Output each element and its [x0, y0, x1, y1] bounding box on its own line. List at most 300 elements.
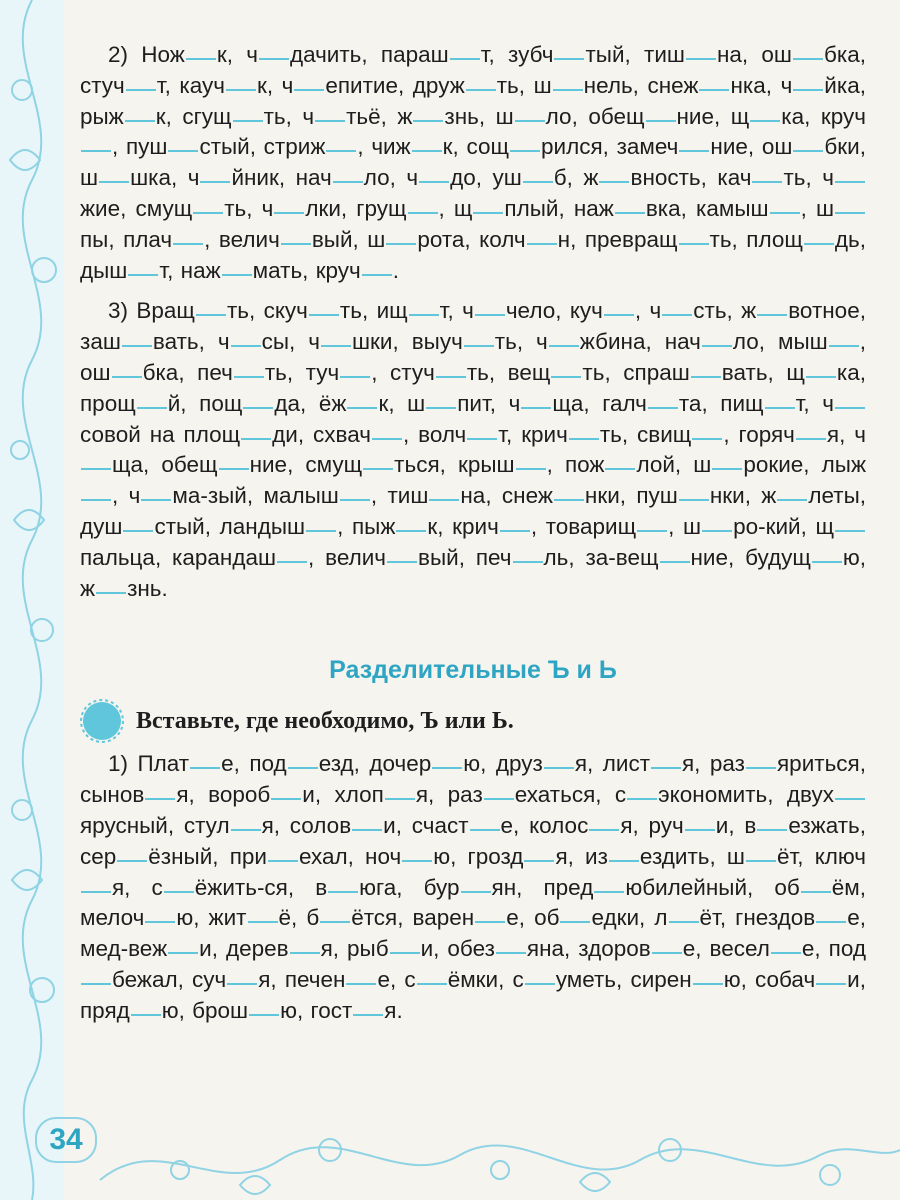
- blank-field[interactable]: [126, 88, 156, 91]
- blank-field[interactable]: [306, 529, 336, 532]
- blank-field[interactable]: [412, 149, 442, 152]
- blank-field[interactable]: [812, 560, 842, 563]
- blank-field[interactable]: [796, 437, 826, 440]
- blank-field[interactable]: [560, 920, 590, 923]
- blank-field[interactable]: [765, 406, 795, 409]
- text-fragment: рота, колч: [417, 226, 526, 252]
- blank-field[interactable]: [829, 344, 859, 347]
- blank-field[interactable]: [793, 57, 823, 60]
- blank-field[interactable]: [432, 766, 462, 769]
- blank-field[interactable]: [145, 920, 175, 923]
- text-fragment: леты, душ: [80, 483, 866, 539]
- blank-field[interactable]: [467, 437, 497, 440]
- floral-border-left: [0, 0, 64, 1200]
- blank-field[interactable]: [417, 982, 447, 985]
- text-fragment: юбилейный, об: [625, 874, 800, 900]
- blank-field[interactable]: [243, 406, 273, 409]
- exercise-number: 3): [108, 298, 129, 324]
- blank-field[interactable]: [96, 591, 126, 594]
- text-fragment: жие, смущ: [80, 195, 193, 221]
- exercise-number: 1): [108, 751, 129, 777]
- blank-field[interactable]: [500, 529, 530, 532]
- text-fragment: ё, б: [278, 905, 320, 931]
- text-fragment: , пож: [546, 452, 605, 478]
- blank-field[interactable]: [615, 211, 645, 214]
- blank-field[interactable]: [551, 375, 581, 378]
- text-fragment: Плат: [137, 751, 190, 777]
- blank-field[interactable]: [219, 467, 249, 470]
- blank-field[interactable]: [806, 375, 836, 378]
- blank-field[interactable]: [686, 57, 716, 60]
- blank-field[interactable]: [599, 180, 629, 183]
- text-fragment: я, рыб: [320, 936, 389, 962]
- text-fragment: т, крич: [498, 421, 568, 447]
- text-fragment: ть, ч: [783, 165, 834, 191]
- text-fragment: знь, ш: [444, 103, 514, 129]
- blank-field[interactable]: [692, 437, 722, 440]
- blank-field[interactable]: [699, 88, 729, 91]
- text-fragment: бежал, суч: [112, 966, 227, 992]
- text-fragment: н, превращ: [557, 226, 678, 252]
- blank-field[interactable]: [470, 828, 500, 831]
- text-fragment: я, из: [555, 843, 608, 869]
- blank-field[interactable]: [691, 375, 721, 378]
- text-fragment: стый, ландыш: [154, 513, 306, 539]
- blank-field[interactable]: [835, 406, 865, 409]
- blank-field[interactable]: [770, 211, 800, 214]
- text-fragment: ть, вещ: [466, 359, 551, 385]
- blank-field[interactable]: [271, 797, 301, 800]
- text-fragment: , велич: [308, 544, 387, 570]
- blank-field[interactable]: [196, 313, 226, 316]
- text-fragment: ть, ш: [496, 72, 552, 98]
- text-fragment: ль, за-вещ: [543, 544, 659, 570]
- text-fragment: бка, стуч: [80, 42, 866, 98]
- text-fragment: т, наж: [159, 257, 221, 283]
- text-fragment: едки, л: [591, 905, 668, 931]
- text-fragment: плый, наж: [504, 195, 614, 221]
- text-fragment: шки, выуч: [352, 329, 463, 355]
- text-fragment: и, счаст: [383, 812, 469, 838]
- blank-field[interactable]: [527, 242, 557, 245]
- blank-field[interactable]: [544, 766, 574, 769]
- blank-field[interactable]: [746, 766, 776, 769]
- text-fragment: ть, ч: [494, 329, 548, 355]
- blank-field[interactable]: [604, 313, 634, 316]
- blank-field[interactable]: [128, 273, 158, 276]
- blank-field[interactable]: [277, 560, 307, 563]
- text-fragment: ть, скуч: [226, 298, 308, 324]
- blank-field[interactable]: [141, 498, 171, 501]
- blank-field[interactable]: [409, 313, 439, 316]
- blank-field[interactable]: [816, 982, 846, 985]
- text-fragment: ть, ч: [224, 195, 274, 221]
- blank-field[interactable]: [669, 920, 699, 923]
- text-fragment: нка, ч: [730, 72, 793, 98]
- blank-field[interactable]: [81, 149, 111, 152]
- text-fragment: сть, ж: [693, 298, 757, 324]
- text-fragment: ёт, ключ: [776, 843, 867, 869]
- text-fragment: ярусный, стул: [80, 812, 230, 838]
- blank-field[interactable]: [835, 529, 865, 532]
- blank-field[interactable]: [801, 890, 831, 893]
- blank-field[interactable]: [793, 88, 823, 91]
- text-fragment: к, ч: [216, 42, 258, 67]
- text-fragment: , ош: [80, 329, 866, 385]
- text-fragment: Нож: [141, 42, 185, 67]
- text-fragment: , тиш: [370, 483, 429, 509]
- blank-field[interactable]: [288, 766, 318, 769]
- blank-field[interactable]: [222, 273, 252, 276]
- blank-field[interactable]: [660, 560, 690, 563]
- blank-field[interactable]: [746, 859, 776, 862]
- section-title: Разделительные Ъ и Ь: [329, 656, 617, 685]
- blank-field[interactable]: [340, 498, 370, 501]
- blank-field[interactable]: [333, 180, 363, 183]
- text-fragment: вать, щ: [721, 359, 805, 385]
- blank-field[interactable]: [362, 273, 392, 276]
- text-fragment: экономить, двух: [658, 782, 834, 808]
- text-fragment: шка, ч: [130, 165, 200, 191]
- page-content: [80, 40, 866, 1027]
- text-fragment: ться, крыш: [394, 452, 515, 478]
- blank-field[interactable]: [168, 149, 198, 152]
- blank-field[interactable]: [461, 890, 491, 893]
- blank-field[interactable]: [804, 242, 834, 245]
- text-fragment: к, сощ: [442, 134, 509, 160]
- blank-field[interactable]: [750, 119, 780, 122]
- text-fragment: ёзный, при: [148, 843, 267, 869]
- blank-field[interactable]: [693, 982, 723, 985]
- blank-field[interactable]: [248, 920, 278, 923]
- text-fragment: , пыж: [337, 513, 396, 539]
- text-fragment: и, пряд: [80, 966, 866, 1023]
- blank-field[interactable]: [413, 119, 443, 122]
- blank-field[interactable]: [294, 88, 324, 91]
- text-fragment: та, пищ: [678, 390, 764, 416]
- text-fragment: , щ: [438, 195, 473, 221]
- blank-field[interactable]: [320, 920, 350, 923]
- blank-field[interactable]: [702, 529, 732, 532]
- blank-field[interactable]: [464, 344, 494, 347]
- blank-field[interactable]: [516, 467, 546, 470]
- blank-field[interactable]: [648, 406, 678, 409]
- text-fragment: ние, смущ: [249, 452, 363, 478]
- blank-field[interactable]: [81, 982, 111, 985]
- blank-field[interactable]: [328, 890, 358, 893]
- blank-field[interactable]: [227, 982, 257, 985]
- text-fragment: , стуч: [371, 359, 435, 385]
- text-fragment: ёжить-ся, в: [194, 874, 328, 900]
- blank-field[interactable]: [473, 211, 503, 214]
- text-fragment: пальца, карандаш: [80, 544, 277, 570]
- text-fragment: совой на площ: [80, 421, 241, 447]
- text-fragment: ка, прощ: [80, 359, 866, 416]
- exercise-2-body: [80, 42, 866, 283]
- blank-field[interactable]: [523, 180, 553, 183]
- blank-field[interactable]: [352, 828, 382, 831]
- text-fragment: ехал, ноч: [298, 843, 402, 869]
- text-fragment: ю, грозд: [433, 843, 524, 869]
- text-fragment: т, кауч: [156, 72, 225, 98]
- blank-field[interactable]: [510, 149, 540, 152]
- floral-border-bottom: [0, 1070, 900, 1200]
- text-fragment: я, с: [112, 874, 163, 900]
- text-fragment: к, ч: [256, 72, 294, 98]
- blank-field[interactable]: [835, 211, 865, 214]
- exercise-3-text: [80, 296, 866, 604]
- blank-field[interactable]: [524, 859, 554, 862]
- blank-field[interactable]: [662, 313, 692, 316]
- text-fragment: Вращ: [136, 298, 195, 324]
- blank-field[interactable]: [816, 920, 846, 923]
- blank-field[interactable]: [249, 1013, 279, 1016]
- text-fragment: рокие, лыж: [743, 452, 866, 478]
- blank-field[interactable]: [466, 88, 496, 91]
- blank-field[interactable]: [702, 344, 732, 347]
- text-fragment: езд, дочер: [318, 751, 432, 777]
- blank-field[interactable]: [353, 1013, 383, 1016]
- text-fragment: ю, собач: [723, 966, 816, 992]
- blank-field[interactable]: [347, 406, 377, 409]
- text-fragment: е, с: [377, 966, 416, 992]
- blank-field[interactable]: [226, 88, 256, 91]
- blank-field[interactable]: [402, 859, 432, 862]
- text-fragment: бки, ш: [80, 134, 866, 191]
- text-fragment: , велич: [204, 226, 280, 252]
- blank-field[interactable]: [475, 313, 505, 316]
- text-fragment: ю, жит: [176, 905, 247, 931]
- blank-field[interactable]: [186, 57, 216, 60]
- text-fragment: уметь, сирен: [555, 966, 692, 992]
- blank-field[interactable]: [408, 211, 438, 214]
- blank-field[interactable]: [99, 180, 129, 183]
- text-fragment: на, ош: [716, 42, 792, 67]
- blank-field[interactable]: [233, 119, 263, 122]
- text-fragment: е, весел: [682, 936, 770, 962]
- text-fragment: до, уш: [450, 165, 522, 191]
- blank-field[interactable]: [771, 951, 801, 954]
- blank-field[interactable]: [173, 242, 203, 245]
- blank-field[interactable]: [594, 890, 624, 893]
- text-fragment: е, мед-веж: [80, 905, 867, 962]
- blank-field[interactable]: [390, 951, 420, 954]
- blank-field[interactable]: [190, 766, 220, 769]
- blank-field[interactable]: [609, 859, 639, 862]
- text-fragment: нки, ж: [709, 483, 777, 509]
- blank-field[interactable]: [496, 951, 526, 954]
- blank-field[interactable]: [521, 406, 551, 409]
- blank-field[interactable]: [234, 375, 264, 378]
- text-fragment: ю, ж: [80, 544, 867, 601]
- text-fragment: ехаться, с: [514, 782, 627, 808]
- blank-field[interactable]: [396, 529, 426, 532]
- blank-field[interactable]: [793, 149, 823, 152]
- blank-field[interactable]: [554, 57, 584, 60]
- text-fragment: яна, здоров: [526, 936, 651, 962]
- text-fragment: тый, тиш: [585, 42, 685, 67]
- text-fragment: , волч: [402, 421, 467, 447]
- text-fragment: ние, будущ: [690, 544, 811, 570]
- exercise-1-text: [80, 749, 866, 1026]
- text-fragment: ть, ч: [263, 103, 315, 129]
- text-fragment: ёмки, с: [447, 966, 524, 992]
- blank-field[interactable]: [231, 344, 261, 347]
- blank-field[interactable]: [81, 467, 111, 470]
- blank-field[interactable]: [605, 467, 635, 470]
- blank-field[interactable]: [679, 498, 709, 501]
- blank-field[interactable]: [164, 890, 194, 893]
- exercise-3-body: [80, 298, 866, 600]
- text-fragment: к, крич: [427, 513, 499, 539]
- blank-field[interactable]: [450, 57, 480, 60]
- blank-field[interactable]: [651, 766, 681, 769]
- text-fragment: и, обез: [420, 936, 495, 962]
- blank-field[interactable]: [525, 982, 555, 985]
- blank-field[interactable]: [168, 951, 198, 954]
- blank-field[interactable]: [679, 149, 709, 152]
- blank-field[interactable]: [137, 406, 167, 409]
- blank-field[interactable]: [372, 437, 402, 440]
- blank-field[interactable]: [554, 498, 584, 501]
- blank-field[interactable]: [484, 797, 514, 800]
- blank-field[interactable]: [81, 890, 111, 893]
- text-fragment: вать, ч: [152, 329, 230, 355]
- blank-field[interactable]: [122, 344, 152, 347]
- text-fragment: я, солов: [261, 812, 352, 838]
- text-fragment: , ч: [634, 298, 662, 324]
- text-fragment: ётся, варен: [351, 905, 475, 931]
- text-fragment: т, зубч: [480, 42, 554, 67]
- text-fragment: ло, обещ: [545, 103, 645, 129]
- blank-field[interactable]: [281, 242, 311, 245]
- text-fragment: нки, пуш: [584, 483, 678, 509]
- blank-field[interactable]: [426, 406, 456, 409]
- blank-field[interactable]: [81, 498, 111, 501]
- blank-field[interactable]: [513, 560, 543, 563]
- text-fragment: е, под: [221, 751, 287, 777]
- text-fragment: ди, схвач: [272, 421, 371, 447]
- text-fragment: сы, ч: [261, 329, 320, 355]
- blank-field[interactable]: [131, 1013, 161, 1016]
- text-fragment: , ш: [800, 195, 835, 221]
- blank-field[interactable]: [321, 344, 351, 347]
- text-fragment: я.: [384, 997, 403, 1023]
- blank-field[interactable]: [145, 797, 175, 800]
- blank-field[interactable]: [475, 920, 505, 923]
- blank-field[interactable]: [123, 529, 153, 532]
- blank-field[interactable]: [777, 498, 807, 501]
- page-number: 34: [49, 1123, 83, 1156]
- task-text: Вставьте, где необходимо, Ъ или Ь.: [136, 707, 514, 734]
- text-fragment: т, ч: [795, 390, 834, 416]
- text-fragment: я, лист: [574, 751, 650, 777]
- task-badge-icon: [80, 699, 124, 743]
- text-fragment: т, ч: [439, 298, 474, 324]
- blank-field[interactable]: [712, 467, 742, 470]
- blank-field[interactable]: [125, 119, 155, 122]
- blank-field[interactable]: [757, 828, 787, 831]
- text-fragment: дь, дыш: [80, 226, 867, 283]
- blank-field[interactable]: [231, 828, 261, 831]
- blank-field[interactable]: [387, 560, 417, 563]
- blank-field[interactable]: [835, 180, 865, 183]
- blank-field[interactable]: [589, 828, 619, 831]
- text-fragment: епитие, друж: [325, 72, 465, 98]
- blank-field[interactable]: [646, 119, 676, 122]
- blank-field[interactable]: [309, 313, 339, 316]
- blank-field[interactable]: [112, 375, 142, 378]
- text-fragment: бка, печ: [142, 359, 233, 385]
- text-fragment: и, в: [715, 812, 757, 838]
- text-fragment: на, снеж: [460, 483, 553, 509]
- blank-field[interactable]: [752, 180, 782, 183]
- text-fragment: й, пощ: [167, 390, 243, 416]
- blank-field[interactable]: [436, 375, 466, 378]
- blank-field[interactable]: [200, 180, 230, 183]
- blank-field[interactable]: [274, 211, 304, 214]
- text-fragment: ю, брош: [161, 997, 249, 1023]
- blank-field[interactable]: [835, 797, 865, 800]
- blank-field[interactable]: [652, 951, 682, 954]
- text-fragment: ян, пред: [491, 874, 594, 900]
- blank-field[interactable]: [685, 828, 715, 831]
- blank-field[interactable]: [346, 982, 376, 985]
- blank-field[interactable]: [553, 88, 583, 91]
- text-fragment: , пуш: [112, 134, 168, 160]
- blank-field[interactable]: [315, 119, 345, 122]
- blank-field[interactable]: [268, 859, 298, 862]
- blank-field[interactable]: [515, 119, 545, 122]
- blank-field[interactable]: [241, 437, 271, 440]
- blank-field[interactable]: [757, 313, 787, 316]
- text-fragment: , чиж: [357, 134, 411, 160]
- text-fragment: пит, ч: [457, 390, 521, 416]
- blank-field[interactable]: [193, 211, 223, 214]
- blank-field[interactable]: [679, 242, 709, 245]
- blank-field[interactable]: [259, 57, 289, 60]
- blank-field[interactable]: [386, 242, 416, 245]
- text-fragment: ю, друз: [463, 751, 543, 777]
- text-fragment: и, дерев: [199, 936, 289, 962]
- blank-field[interactable]: [637, 529, 667, 532]
- exercise-1-body: [80, 751, 866, 1022]
- text-fragment: ть, свищ: [599, 421, 692, 447]
- text-fragment: вотное, заш: [80, 298, 866, 355]
- text-fragment: тьё, ж: [346, 103, 413, 129]
- text-fragment: да, ёж: [274, 390, 347, 416]
- text-fragment: я, раз: [682, 751, 745, 777]
- text-fragment: лой, ш: [636, 452, 712, 478]
- text-fragment: е, колос: [500, 812, 589, 838]
- text-fragment: знь.: [127, 575, 168, 601]
- text-fragment: лки, грущ: [305, 195, 407, 221]
- blank-field[interactable]: [429, 498, 459, 501]
- blank-field[interactable]: [117, 859, 147, 862]
- text-fragment: е, под: [801, 936, 866, 962]
- text-fragment: вый, печ: [418, 544, 512, 570]
- blank-field[interactable]: [569, 437, 599, 440]
- blank-field[interactable]: [340, 375, 370, 378]
- blank-field[interactable]: [290, 951, 320, 954]
- blank-field[interactable]: [363, 467, 393, 470]
- blank-field[interactable]: [385, 797, 415, 800]
- blank-field[interactable]: [326, 149, 356, 152]
- blank-field[interactable]: [419, 180, 449, 183]
- text-fragment: к, ш: [378, 390, 426, 416]
- blank-field[interactable]: [549, 344, 579, 347]
- blank-field[interactable]: [627, 797, 657, 800]
